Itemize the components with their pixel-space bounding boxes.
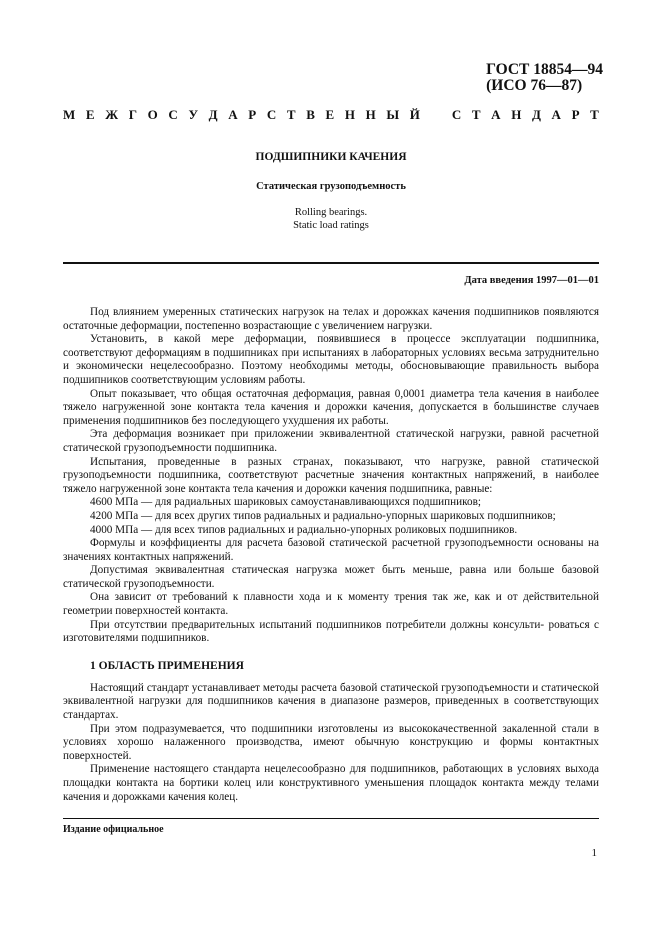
- official-edition-label: Издание официальное: [63, 824, 164, 835]
- paragraph: При этом подразумевается, что подшипники изготовлены из высококачественной закаленной стали в условиях хорошо налаженного производства, имеют обычную конструкцию и формы контактных поверхностей.: [63, 722, 599, 762]
- section-heading-scope: 1 ОБЛАСТЬ ПРИМЕНЕНИЯ: [90, 659, 244, 672]
- banner-letter: Ы: [386, 107, 400, 122]
- iso-reference: (ИСО 76—87): [486, 77, 583, 94]
- banner-letter: Н: [511, 107, 522, 122]
- banner-letter: Г: [128, 107, 138, 122]
- banner-letter: Т: [590, 107, 599, 122]
- banner-letter: Е: [325, 107, 335, 122]
- banner-letter: С: [451, 107, 462, 122]
- english-title-line1: Rolling bearings.: [294, 207, 368, 218]
- title-divider: [63, 262, 599, 264]
- footer-divider: [63, 818, 599, 819]
- standard-number: ГОСТ 18854—94: [486, 61, 603, 78]
- banner-letter: Ж: [105, 107, 119, 122]
- standard-designation: [486, 62, 603, 94]
- banner-letter: Д: [208, 107, 218, 122]
- paragraph: Опыт показывает, что общая остаточная деформация, равная 0,0001 диаметра тела качения в наиболее тяжело нагруженной зоне контакта тела качения и дорожки качения, допускается в большинстве случаев применения подшипников без последующего ухудшения их работы.: [63, 387, 599, 427]
- paragraph: Применение настоящего стандарта нецелесообразно для подшипников, работающих в условиях выхода площадки контакта на бортики колец или конструктивного уменьшения площадок контакта между телами качения и дорожками качения колец.: [63, 763, 599, 803]
- paragraph: Формулы и коэффициенты для расчета базовой статической расчетной грузоподъемности основаны на значениях контактных напряжений.: [63, 537, 599, 563]
- banner-letter: Р: [571, 107, 580, 122]
- banner-letter: Е: [85, 107, 95, 122]
- paragraph: При отсутствии предварительных испытаний подшипников потребители должны консульти- роваться с изготовителями подшипников.: [63, 618, 599, 645]
- banner-letter: У: [188, 107, 198, 122]
- banner-letter: А: [491, 107, 501, 122]
- banner-letter: Д: [531, 107, 541, 122]
- banner-letter: А: [551, 107, 561, 122]
- banner-letter: Т: [471, 107, 481, 122]
- introduction-date: Дата введения 1997—01—01: [464, 275, 599, 286]
- paragraph: Испытания, проведенные в разных странах, показывают, что нагрузке, равной статической грузоподъемности подшипника, соответствуют расчетные значения контактных напряжений, в наиболее тяжело нагруженной зоне контакта тела качения и дорожки качения подшипника, равные:: [63, 455, 599, 495]
- banner-letter: Т: [286, 107, 296, 122]
- document-title-block: [63, 150, 599, 232]
- stress-value-item: 4200 МПа — для всех других типов радиальных и радиально-упорных шариковых подшипников;: [90, 509, 556, 522]
- paragraph: Установить, в какой мере деформации, появившиеся в процессе эксплуатации подшипника, соответствуют деформациям в подшипниках при испытаниях в лабораторных условиях весьма затруднительно и экономически нецелесообразно. Поэтому необходимы методы, обосновывающие правильность выбора подшипников соответствующим условиям работы.: [63, 333, 599, 386]
- banner-letter: А: [228, 107, 238, 122]
- banner-letter: Й: [409, 107, 420, 122]
- paragraph: Под влиянием умеренных статических нагрузок на телах и дорожках качения подшипников появляются остаточные деформации, постепенно возрастающие с увеличением нагрузки.: [63, 306, 599, 332]
- paragraph: Допустимая эквивалентная статическая нагрузка может быть меньше, равна или больше базовой статической грузоподъемности.: [63, 564, 599, 590]
- banner-letter: М: [63, 107, 76, 122]
- banner-letter: С: [266, 107, 277, 122]
- interstate-standard-banner: [63, 108, 599, 122]
- paragraph: Эта деформация возникает при приложении эквивалентной статической нагрузки, равной расчетной статической грузоподъемности подшипника.: [63, 428, 599, 454]
- banner-letter: В: [306, 107, 315, 122]
- paragraph: Настоящий стандарт устанавливает методы расчета базовой статической грузоподъемности и статической эквивалентной нагрузки для подшипников качения в диапазоне размеров, приведенных в соответствующих стандартах.: [63, 681, 599, 722]
- banner-letter: Н: [365, 107, 376, 122]
- english-title-line2: Static load ratings: [293, 219, 369, 231]
- page-number: 1: [591, 847, 597, 859]
- banner-letter: О: [147, 107, 158, 122]
- document-subtitle: Статическая грузоподъемность: [256, 181, 406, 192]
- paragraph: Она зависит от требований к плавности хода и к моменту трения так же, как и от действительной геометрии поверхностей контакта.: [63, 591, 599, 618]
- banner-letter: Н: [344, 107, 355, 122]
- stress-value-item: 4600 МПа — для радиальных шариковых самоустанавливающихся подшипников;: [90, 496, 481, 509]
- banner-letter: С: [168, 107, 178, 122]
- document-title: ПОДШИПНИКИ КАЧЕНИЯ: [255, 151, 407, 163]
- stress-value-item: 4000 МПа — для всех типов радиальных и радиально-упорных роликовых подшипников.: [90, 523, 518, 536]
- document-body: [63, 306, 599, 804]
- banner-letter: Р: [248, 107, 257, 122]
